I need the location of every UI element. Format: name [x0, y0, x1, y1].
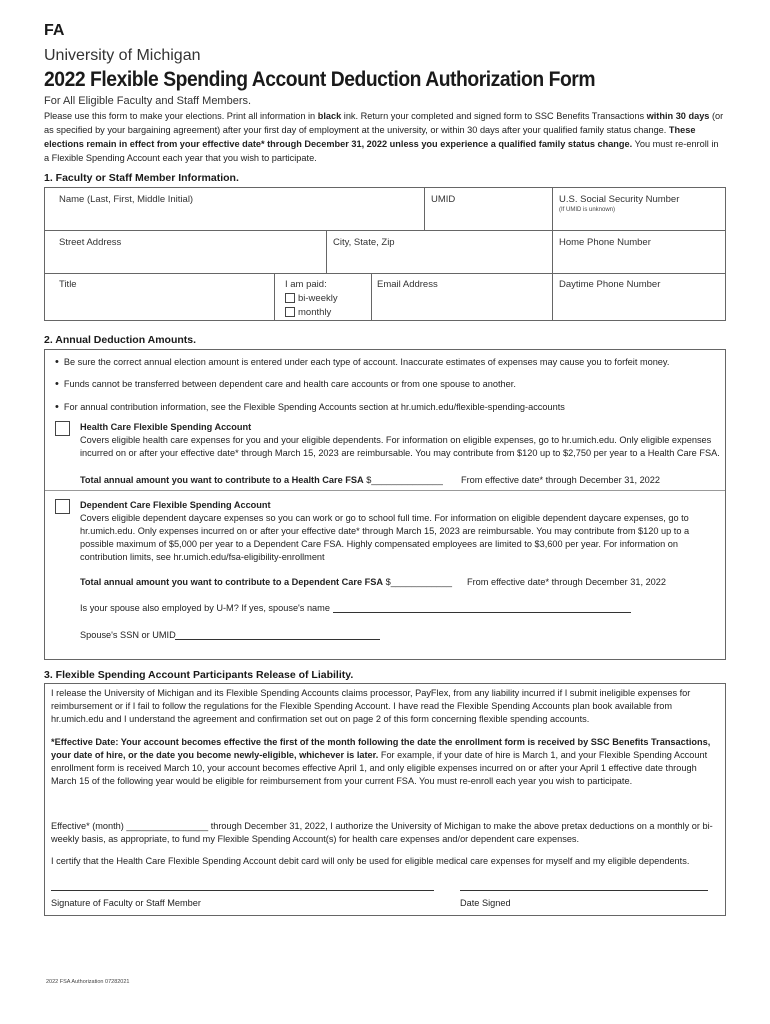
health-care-checkbox[interactable] — [55, 421, 70, 436]
section1-heading: 1. Faculty or Staff Member Information. — [44, 172, 239, 184]
effective-date-text: *Effective Date: Your account becomes effective the first of the month following the date the enrollment form is received by SSC Benefits Transactions, your date of hire, or the date you become newly-eligible, whichever is later. For example, if your date of hire is March 1, and your Flexible Spending Account enrollment form is received March 10, your account becomes effective April 1, and only eligible expenses incurred on or after your April 1 effective date through March 15 of the following year would be eligible for reimbursement from your current FSA. You must re-enroll each year you wish to participate. — [51, 737, 711, 786]
certify-text: I certify that the Health Care Flexible Spending Account debit card will only be used for eligible medical care expenses for myself and my eligible dependents. — [51, 856, 690, 866]
dependent-care-total[interactable]: Total annual amount you want to contribute to a Dependent Care FSA $____________ — [80, 577, 453, 587]
biweekly-label: bi-weekly — [298, 293, 338, 304]
dependent-care-title: Dependent Care Flexible Spending Account — [80, 500, 271, 510]
ssn-note: (If UMID is unknown) — [559, 207, 616, 213]
email-label: Email Address — [377, 279, 438, 290]
biweekly-option[interactable] — [285, 293, 338, 304]
form-title: 2022 Flexible Spending Account Deduction Authorization Form — [44, 68, 596, 91]
monthly-option[interactable] — [285, 307, 331, 318]
monthly-label: monthly — [298, 307, 332, 318]
section2-divider — [45, 490, 725, 491]
dependent-care-effective: From effective date* through December 31, 2022 — [467, 577, 667, 587]
section2-heading: 2. Annual Deduction Amounts. — [44, 334, 197, 346]
signature-line[interactable] — [51, 890, 434, 891]
release-box — [44, 683, 726, 916]
bullet-contribution-info: • For annual contribution information, see the Flexible Spending Accounts section at hr.umich.edu/flexible-spending-accounts — [55, 401, 715, 414]
spouse-name-line[interactable] — [333, 612, 631, 613]
title-field[interactable] — [45, 274, 275, 321]
biweekly-checkbox[interactable] — [285, 293, 295, 303]
signature-label: Signature of Faculty or Staff Member — [51, 898, 201, 908]
dependent-care-text: Covers eligible dependent daycare expenses so you can work or go to school full time. For information on eligible dependent daycare expenses, go to hr.umich.edu. Only expenses incurred on or after your effective date* through March 15, 2023 are reimbursable. You may contribute from $120 up to a possible maximum of $5,000 per year to a Dependent Care FSA. Highly compensated employees are limited to $3,600 per year. For information on contribution limits, see hr.umich.edu/fsa-eligibility-enrollment — [80, 513, 690, 562]
title-label: Title — [59, 279, 77, 290]
footer-code: 2022 FSA Authorization 07282021 — [46, 979, 130, 985]
health-care-effective: From effective date* through December 31, 2022 — [461, 475, 661, 485]
intro-paragraph: Please use this form to make your elections. Print all information in black ink. Return your completed and signed form to SSC Benefits Transactions within 30 days (or as specified by your bargaining agreement) after your first day of employment at the university, or within 30 days after your qualified family status change. These elections remain in effect from your effective date* through December 31, 2022 unless you experience a qualified family status change. You must re-enroll in a Flexible Spending Account each year that you wish to participate. — [44, 111, 724, 163]
home-phone-label: Home Phone Number — [559, 237, 651, 248]
bullet-no-transfer: • Funds cannot be transferred between dependent care and health care accounts or from one spouse to another. — [55, 378, 715, 391]
paid-label: I am paid: — [285, 279, 327, 290]
monthly-checkbox[interactable] — [285, 307, 295, 317]
spouse-ssn-label: Spouse's SSN or UMID — [80, 630, 176, 640]
street-label: Street Address — [59, 237, 122, 248]
city-label: City, State, Zip — [333, 237, 395, 248]
university-name: University of Michigan — [44, 47, 201, 64]
form-subtitle: For All Eligible Faculty and Staff Members. — [44, 95, 252, 107]
member-info-table — [44, 187, 726, 321]
health-care-total[interactable]: Total annual amount you want to contribute to a Health Care FSA $______________ — [80, 475, 443, 485]
dependent-care-checkbox[interactable] — [55, 499, 70, 514]
health-care-text: Covers eligible health care expenses for you and your eligible dependents. For information on eligible expenses, go to hr.umich.edu. Only eligible expenses incurred on or after your effective date* through March 15, 2023 are reimbursable. You may contribute from $120 up to $2,750 per year to a Health Care FSA. — [80, 435, 720, 458]
section3-heading: 3. Flexible Spending Account Participants Release of Liability. — [44, 669, 354, 681]
day-phone-label: Daytime Phone Number — [559, 279, 661, 290]
effective-month-text: Effective* (month) ________________ through December 31, 2022, I authorize the University of Michigan to make the above pretax deductions on a monthly or bi-weekly basis, as appropriate, to fund my Flexible Spending Account(s) for health care expenses and/or dependent care expenses. — [51, 821, 713, 844]
deduction-box — [44, 349, 726, 660]
date-line[interactable] — [460, 890, 708, 891]
form-code: FA — [44, 22, 65, 39]
release-text: I release the University of Michigan and its Flexible Spending Accounts claims processor, PayFlex, from any liability incurred if I submit ineligible expenses for reimbursement or if I fail to follow the regulations for the Flexible Spending Account. I have read the Flexible Spending Accounts plan book available from hr.umich.edu and I understand the agreement and confirmation set out on page 2 of this form concerning flexible spending accounts. — [51, 688, 691, 724]
umid-label: UMID — [431, 194, 456, 205]
health-care-title: Health Care Flexible Spending Account — [80, 422, 252, 432]
date-label: Date Signed — [460, 898, 511, 908]
bullet-election-amount: • Be sure the correct annual election amount is entered under each type of account. Inaccurate estimates of expenses may cause you to forfeit money. — [55, 356, 715, 369]
ssn-label: U.S. Social Security Number — [559, 194, 680, 205]
spouse-employed-label: Is your spouse also employed by U-M? If yes, spouse's name — [80, 603, 330, 613]
name-label: Name (Last, First, Middle Initial) — [59, 194, 194, 205]
spouse-ssn-line[interactable] — [175, 639, 380, 640]
